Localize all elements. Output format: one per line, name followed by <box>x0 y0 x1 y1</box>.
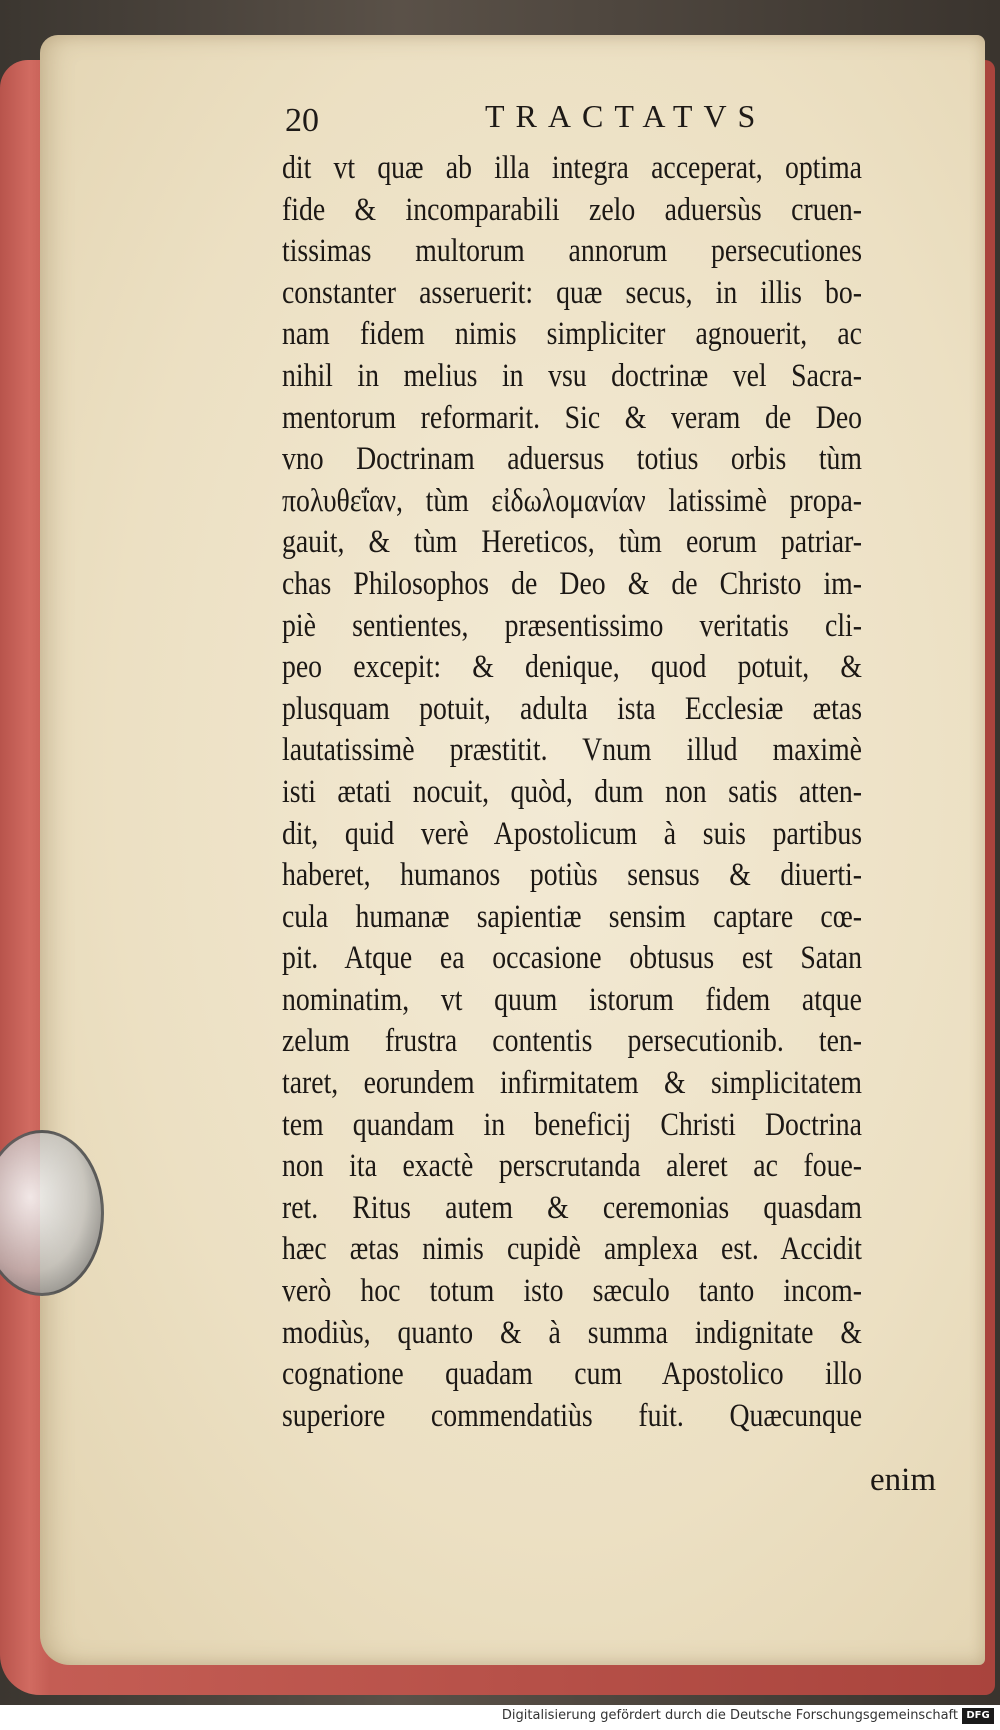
text-line: cognatione quadam cum Apostolico illo <box>282 1356 862 1393</box>
text-line: verò hoc totum isto sæculo tanto incom- <box>282 1273 862 1310</box>
text-line: lautatissimè præstitit. Vnum illud maximè <box>282 732 862 769</box>
text-line: gauit, & tùm Hereticos, tùm eorum patriar- <box>282 524 862 561</box>
running-head: TRACTATVS <box>485 98 767 134</box>
text-line: plusquam potuit, adulta ista Ecclesiæ ætas <box>282 690 862 727</box>
text-line: nihil in melius in vsu doctrinæ vel Sacra- <box>282 357 862 394</box>
text-line: pit. Atque ea occasione obtusus est Satan <box>282 940 862 977</box>
text-line: isti ætati nocuit, quòd, dum non satis atten- <box>282 773 862 810</box>
dfg-credit: Digitalisierung gefördert durch die Deutsche Forschungsgemeinschaft <box>501 1708 958 1723</box>
text-line: cula humanæ sapientiæ sensim captare cœ- <box>282 898 862 935</box>
footer-bar <box>0 1705 1000 1730</box>
text-line: tem quandam in beneficij Christi Doctrina <box>282 1106 862 1143</box>
text-line: zelum frustra contentis persecutionib. ten- <box>282 1023 862 1060</box>
page-header <box>285 98 845 142</box>
text-line: fide & incomparabili zelo aduersùs cruen- <box>282 191 862 228</box>
text-line: chas Philosophos de Deo & de Christo im- <box>282 565 862 602</box>
text-block <box>282 148 972 1437</box>
text-line: vno Doctrinam aduersus totius orbis tùm <box>282 441 862 478</box>
text-line: nam fidem nimis simpliciter agnouerit, ac <box>282 316 862 353</box>
dfg-logo: DFG <box>962 1708 994 1724</box>
text-line: dit vt quæ ab illa integra acceperat, optima <box>282 150 862 186</box>
text-line: mentorum reformarit. Sic & veram de Deo <box>282 399 862 436</box>
catchword: enim <box>870 1462 936 1498</box>
text-line: piè sentientes, præsentissimo veritatis cli- <box>282 607 862 644</box>
text-line: constanter asseruerit: quæ secus, in illis bo- <box>282 274 862 311</box>
text-line: nominatim, vt quum istorum fidem atque <box>282 981 862 1018</box>
text-line: peo excepit: & denique, quod potuit, & <box>282 649 862 686</box>
page-number: 20 <box>285 102 319 139</box>
text-line: dit, quid verè Apostolicum à suis partibus <box>282 815 862 852</box>
text-line: superiore commendatiùs fuit. Quæcunque <box>282 1397 862 1434</box>
text-line: ret. Ritus autem & ceremonias quasdam <box>282 1189 862 1226</box>
text-line: haberet, humanos potiùs sensus & diuerti- <box>282 857 862 894</box>
text-line: πολυθεΐαν, tùm εἰδωλομανίαν latissimè propa- <box>282 482 862 519</box>
text-line: non ita exactè perscrutanda aleret ac foue- <box>282 1148 862 1185</box>
text-line: tissimas multorum annorum persecutiones <box>282 233 862 270</box>
text-line: modiùs, quanto & à summa indignitate & <box>282 1314 862 1351</box>
text-line: taret, eorundem infirmitatem & simplicitatem <box>282 1065 862 1102</box>
text-line: hæc ætas nimis cupidè amplexa est. Accidit <box>282 1231 862 1268</box>
